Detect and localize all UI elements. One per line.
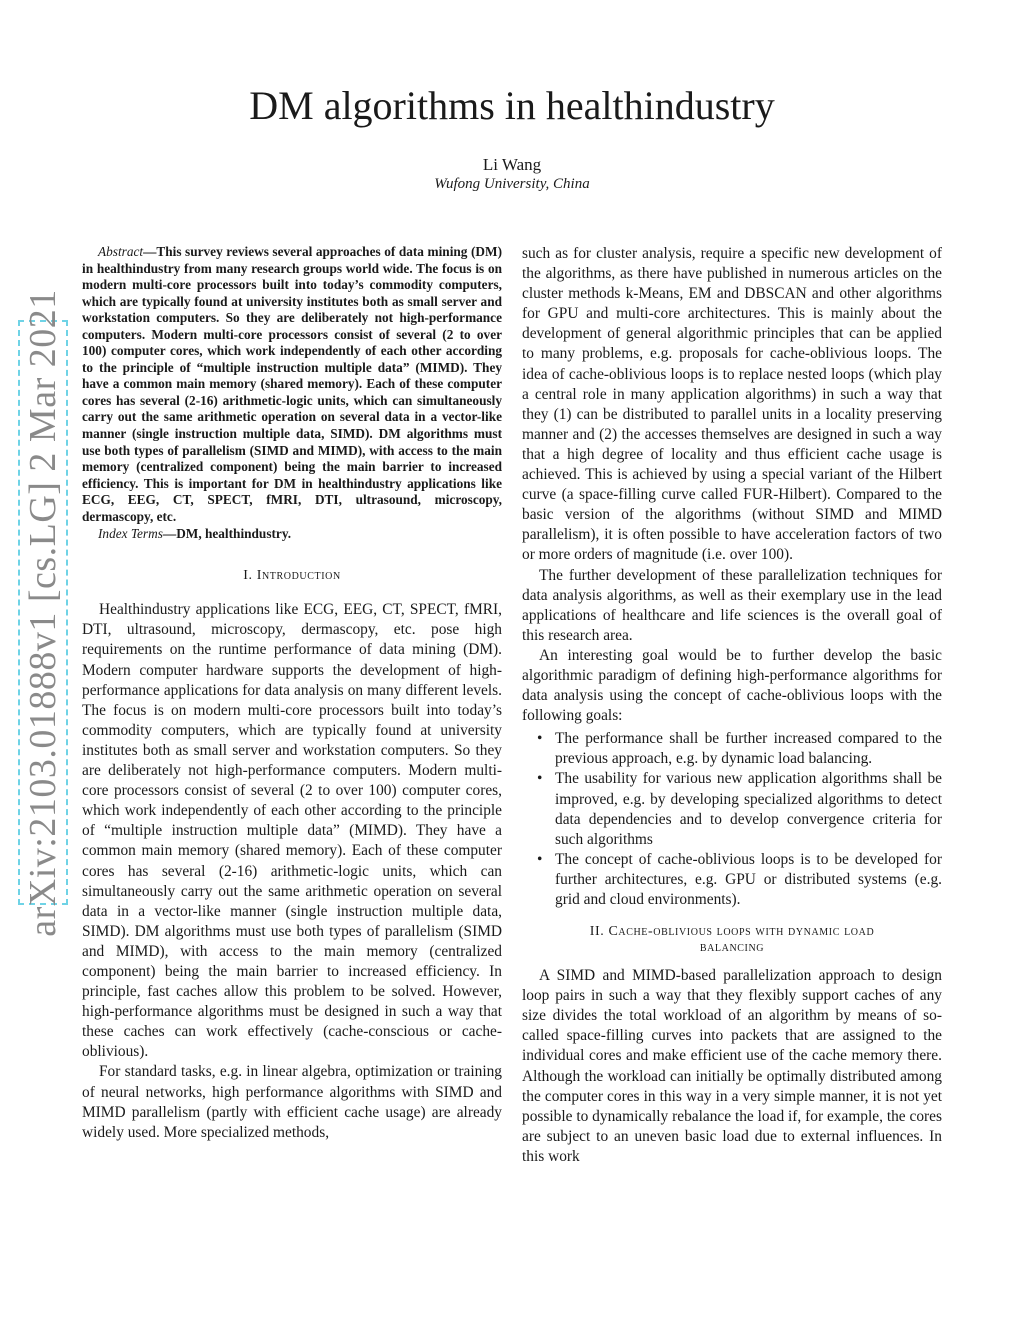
arxiv-stamp bbox=[18, 288, 68, 937]
list-item: • The concept of cache-oblivious loops is to be developed for further architectures, e.g. GPU or distributed systems (e.g. grid and cloud environments). bbox=[537, 850, 942, 908]
abstract-text: —This survey reviews several approaches of data mining (DM) in healthindustry from many research groups world wide. The focus is on modern multi-core processors built into today’s commodity computers, which are typically found at university institutes both as small server and workstation computers. So they are deliberately not high-performance computers. Modern multi-core processors consist of several (2 to over 100) computer cores, which work independently of each other according to the principle of “multiple instruction multiple data” (MIMD). They have a common main memory (shared memory). Each of these computer cores has several (2-16) arithmetic-logic units, which can simultaneously carry out the same arithmetic operation on several data in a vector-like manner (single instruction multiple data, SIMD). DM algorithms must use both types of parallelism (SIMD and MIMD), with access to the main memory (centralized component) being the main barrier to increased efficiency. This is important for DM in healthindustry applications like ECG, EEG, CT, SPECT, fMRI, DTI, ultrasound, microscopy, dermascopy, etc. bbox=[82, 244, 502, 524]
arxiv-identifier: arXiv:2103.01888v1 [cs.LG] 2 Mar 2021 bbox=[22, 288, 64, 937]
right-column bbox=[522, 244, 942, 1167]
section-title-line1: Cache-oblivious loops with dynamic load bbox=[608, 924, 875, 940]
author-name: Li Wang bbox=[482, 155, 542, 174]
index-terms-lead: Index Terms bbox=[98, 526, 163, 542]
paper-title: DM algorithms in healthindustry bbox=[249, 83, 775, 128]
section-heading-introduction bbox=[82, 568, 502, 584]
section-title-line2: balancing bbox=[699, 940, 765, 956]
section-number: I. bbox=[243, 568, 253, 584]
section-title: Introduction bbox=[256, 568, 341, 584]
abstract-lead: Abstract bbox=[98, 244, 144, 259]
bullet-icon: • bbox=[537, 850, 543, 868]
list-item: • The usability for various new application algorithms shall be improved, e.g. by developing specialized algorithms to detect data dependencies and to develop convergence criteria for such algorithms bbox=[537, 770, 942, 848]
right-paragraph-3: An interesting goal would be to further develop the basic algorithmic paradigm of defining high-performance algorithms for data analysis using the concept of cache-oblivious loops with the following goals: bbox=[522, 646, 942, 725]
right-paragraph-1: such as for cluster analysis, require a specific new development of the algorithms, as there have published in numerous articles on the cluster methods k-Means, EM and DBSCAN and other algorithms for GPU and multi-core architectures. This is mainly about the development of general algorithmic principles that can be applied to many problems, e.g. proposals for cache-oblivious loops. The idea of cache-oblivious loops is to replace nested loops (which play a central role in many application algorithms) in such a way that they (1) can be distributed to parallel units in a locality preserving manner and (2) the accesses themselves are designed in such a way that a high degree of locality and thus efficient cache usage is achieved. This is achieved by using a special variant of the Hilbert curve (a space-filling curve called FUR-Hilbert). Compared to the basic version of the algorithms (without SIMD and MIMD parallelism), it is often possible to have acceleration factors of two or more orders of magnitude (i.e. over 100). bbox=[522, 245, 942, 564]
left-column bbox=[82, 244, 502, 1143]
section2-paragraph: A SIMD and MIMD-based parallelization approach to design loop pairs in such a way that they flexibly support caches of any size divides the total workload of an algorithm by means of so-called space-filling curves into packets that are assigned to the individual cores and make efficient use of the cache memory there. Although the workload can initially be optimally distributed among the computer cores in this way in a very simple manner, it is not yet possible to dynamically rebalance the load if, for example, the cores are subject to an uneven basic load due to external influences. In this work bbox=[522, 967, 942, 1165]
right-paragraph-2: The further development of these parallelization techniques for data analysis algorithms, as well as their exemplary use in the lead applications of healthcare and life sciences is the overall goal of this research area. bbox=[522, 566, 942, 644]
author-affiliation: Wufong University, China bbox=[434, 176, 590, 192]
index-terms bbox=[82, 525, 502, 542]
index-terms-text: —DM, healthindustry. bbox=[162, 526, 292, 542]
list-item: • The performance shall be further increased compared to the previous approach, e.g. by dynamic load balancing. bbox=[537, 730, 942, 768]
section-number: II. bbox=[589, 924, 605, 940]
intro-paragraph-1: Healthindustry applications like ECG, EEG, CT, SPECT, fMRI, DTI, ultrasound, microscopy, dermascopy, etc. pose high requirements on the runtime performance of data mining (DM). Modern computer hardware supports the development of high-performance applications for data analysis on many different levels. The focus is on modern multi-core processors built into today’s commodity computers, which are typically found at university institutes both as small server and workstation computers. So they are deliberately not high-performance computers. Modern multi-core processors consist of several (2 to over 100) computer cores, which work independently of each other according to the principle of “multiple instruction multiple data” (MIMD). They have a common main memory (shared memory). Each of these computer cores has several (2-16) arithmetic-logic units, which can simultaneously carry out the same arithmetic operation on several data in a vector-like manner (single instruction multiple data, SIMD). DM algorithms must use both types of parallelism (SIMD and MIMD), with access to the main memory (centralized component) being the main barrier to increased efficiency. In principle, fast caches allow this problem to be solved. However, high-performance algorithms must be designed in such a way that these caches can work effectively (cache-conscious or cache-oblivious). bbox=[82, 601, 502, 1061]
section-heading-cache-oblivious bbox=[522, 924, 942, 956]
bullet-icon: • bbox=[537, 770, 543, 788]
bullet-icon: • bbox=[537, 730, 543, 748]
goals-list bbox=[522, 729, 942, 910]
intro-paragraph-2: For standard tasks, e.g. in linear algebra, optimization or training of neural networks, high performance algorithms with SIMD and MIMD parallelism (partly with efficient cache usage) are already widely used. More specialized methods, bbox=[82, 1063, 502, 1141]
abstract bbox=[82, 244, 502, 525]
